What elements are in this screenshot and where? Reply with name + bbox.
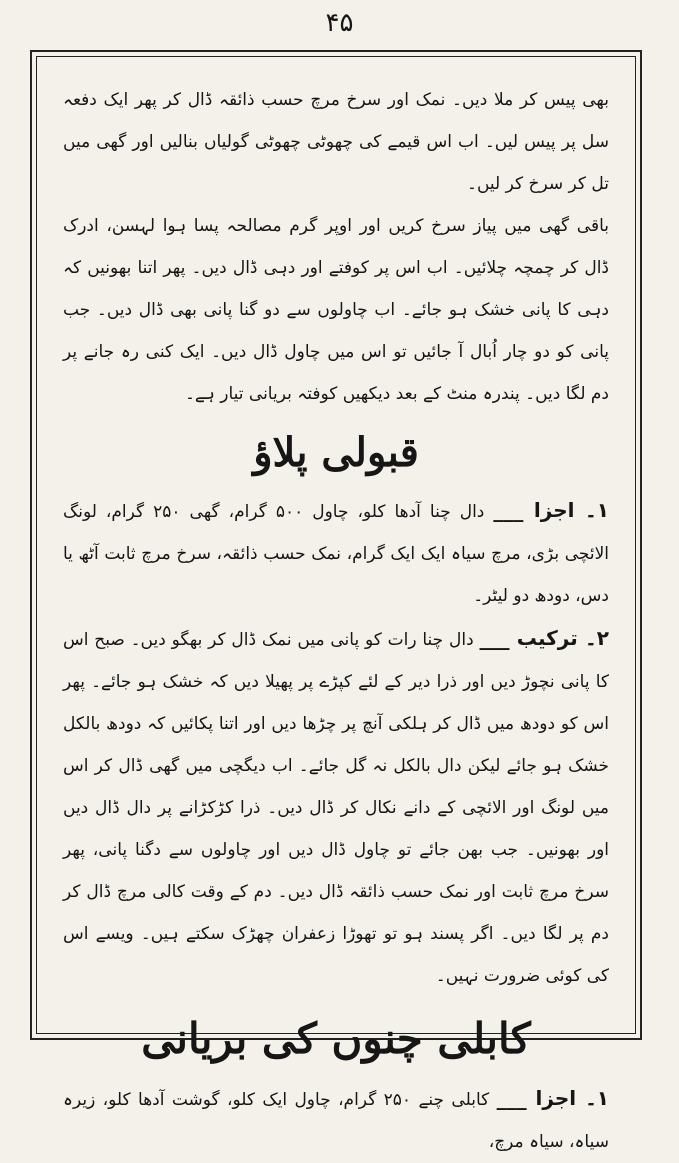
method-text: دال چنا رات کو پانی میں نمک ڈال کر بھگو دیں۔ صبح اس کا پانی نچوڑ دیں اور ذرا دیر کے لئے کپڑے پر پھیلا دیں کہ خشک ہو جائے۔ پھر اس کو دودھ میں ڈال کر ہلکی آنچ پر چڑھا دیں اور اتنا پکائیں کہ دودھ بالکل خشک ہو جائے لیکن دال بالکل نہ گل جائے۔ اب دیگچی میں گھی ڈال کر اس میں لونگ اور الائچی کے دانے نکال کر ڈال دیں۔ ذرا کڑکڑانے پر دال ڈال دیں اور بھونیں۔ جب بھن جائے تو چاول ڈال دیں اور چاولوں سے دگنا پانی، پھر سرخ مرچ ثابت اور نمک حسب ذائقہ ڈال دیں۔ دم کے وقت کالی مرچ ڈال کر دم پر لگا دیں۔ اگر پسند ہو تو تھوڑا زعفران چھڑک سکتے ہیں۔ ویسے اس کی کوئی ضرورت نہیں۔: [63, 630, 609, 986]
paragraph-kofta-intro: بھی پیس کر ملا دیں۔ نمک اور سرخ مرچ حسب ذائقہ ڈال کر پھر ایک دفعہ سل پر پیس لیں۔ اب اس قیمے کی چھوٹی چھوٹی گولیاں بنالیں اور گھی میں تل کر سرخ کر لیں۔: [63, 90, 609, 194]
page-number: ۴۵: [325, 8, 354, 38]
page-content: [36, 56, 636, 1152]
paragraph-kofta-biryani: باقی گھی میں پیاز سرخ کریں اور اوپر گرم مصالحہ پسا ہوا لہسن، ادرک ڈال کر چمچہ چلائیں۔ اب اس پر کوفتے اور دہی ڈال دیں۔ پھر اتنا بھونیں کہ دہی کا پانی خشک ہو جائے۔ اب چاولوں سے دو گنا پانی بھی ڈال دیں۔ جب پانی کو دو چار اُبال آ جائیں تو اس میں چاول ڈال دیں۔ ایک کنی رہ جانے پر دم لگا دیں۔ پندرہ منٹ کے بعد دیکھیں کوفتہ بریانی تیار ہے۔: [63, 216, 609, 404]
paragraph-qabooli-method: [63, 617, 609, 997]
heading-kabuli-chana-biryani: کابلی چنوں کی بریانی: [141, 1014, 531, 1063]
kabuli-ingredients-text: کابلی چنے ۲۵۰ گرام، چاول ایک کلو، گوشت آدھا کلو، زیرہ سیاہ، سیاہ مرچ،: [63, 1090, 609, 1152]
method-label: ۲۔ ترکیب ___: [479, 626, 609, 650]
ingredients-label: ۱۔ اجزا ___: [493, 498, 609, 522]
paragraph-qabooli-ingredients: [63, 489, 609, 617]
paragraph-kabuli-ingredients: [63, 1077, 609, 1163]
heading-qabooli-pulao: قبولی پلاؤ: [253, 429, 419, 476]
kabuli-ingredients-label: ۱۔ اجزا ___: [496, 1086, 610, 1110]
ingredients-text: دال چنا آدھا کلو، چاول ۵۰۰ گرام، گھی ۲۵۰ گرام، لونگ الائچی بڑی، مرچ سیاہ ایک ایک گرام، نمک حسب ذائقہ، سرخ مرچ ثابت آٹھ یا دس، دودھ دو لیٹر۔: [63, 502, 609, 606]
